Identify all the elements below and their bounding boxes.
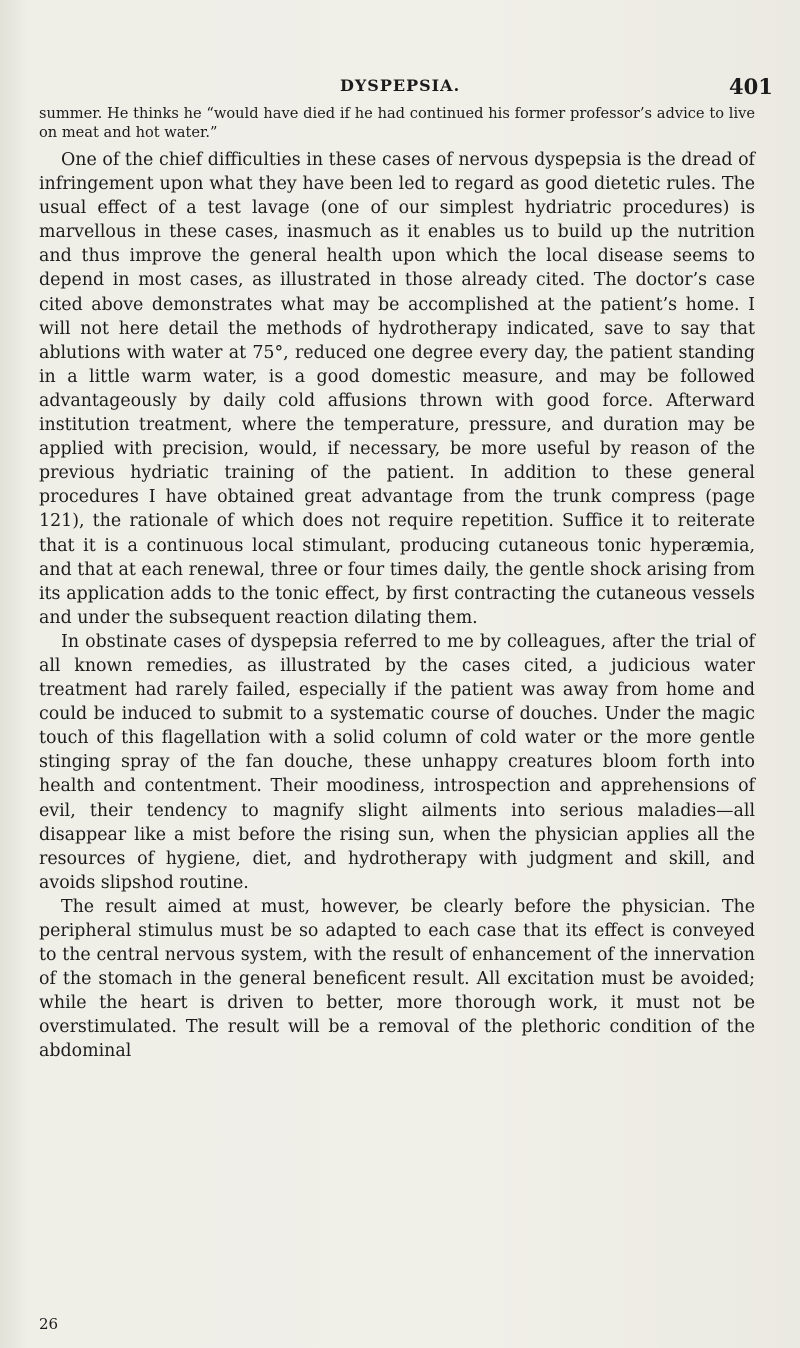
paragraph: In obstinate cases of dyspepsia referred to me by colleagues, after the trial of all known remedies, as illustrated by the cases cited, a judicious water treatment had rarely failed, especially if the patient was away from home and could be induced to submit to a systematic course of douches. Under the magic touch of this flagellation with a solid column of cold water or the more gentle stinging spray of the fan douche, these unhappy creatures bloom forth into health and contentment. Their moodiness, introspection and apprehensions of evil, their tendency to magnify slight ailments into serious maladies—all disappear like a mist before the rising sun, when the physician applies all the resources of hygiene, diet, and hydrotherapy with judgment and skill, and avoids slipshod routine. xyxy=(39,631,755,893)
page-number: 401 xyxy=(729,74,773,99)
signature-mark: 26 xyxy=(39,1315,59,1333)
body-text xyxy=(39,104,755,1064)
paragraph: One of the chief difficulties in these cases of nervous dyspepsia is the dread of infringement upon what they have been led to regard as good dietetic rules. The usual effect of a test lavage (one of our simplest hydriatric procedures) is marvellous in these cases, inasmuch as it enables us to build up the nutrition and thus improve the general health upon which the local disease seems to depend in most cases, as illustrated in those already cited. The doctor’s case cited above demonstrates what may be accomplished at the patient’s home. I will not here detail the methods of hydrotherapy indicated, save to say that ablutions with water at 75°, reduced one degree every day, the patient standing in a little warm water, is a good domestic measure, and may be followed advantageously by daily cold affusions thrown with good force. Afterward institution treatment, where the temperature, pressure, and duration may be applied with precision, would, if necessary, be more useful by reason of the previous hydriatic training of the patient. In addition to these general procedures I have obtained great advantage from the trunk compress (page 121), the rationale of which does not require repetition. Suffice it to reiterate that it is a continuous local stimulant, producing cutaneous tonic hyperæmia, and that at each renewal, three or four times daily, the gentle shock arising from its application adds to the tonic effect, by first contracting the cutaneous vessels and under the subsequent reaction dilating them. xyxy=(39,150,755,628)
paragraph: The result aimed at must, however, be clearly before the physician. The peripheral stimulus must be so adapted to each case that its effect is conveyed to the central nervous system, with the result of enhancement of the innervation of the stomach in the general beneficent result. All excitation must be avoided; while the heart is driven to better, more thorough work, it must not be overstimulated. The result will be a removal of the plethoric condition of the abdominal xyxy=(39,896,755,1062)
running-title: DYSPEPSIA. xyxy=(340,76,461,95)
paragraph-continuation: summer. He thinks he “would have died if he had continued his former professor’s advice to live on meat and hot water.” xyxy=(39,105,755,141)
